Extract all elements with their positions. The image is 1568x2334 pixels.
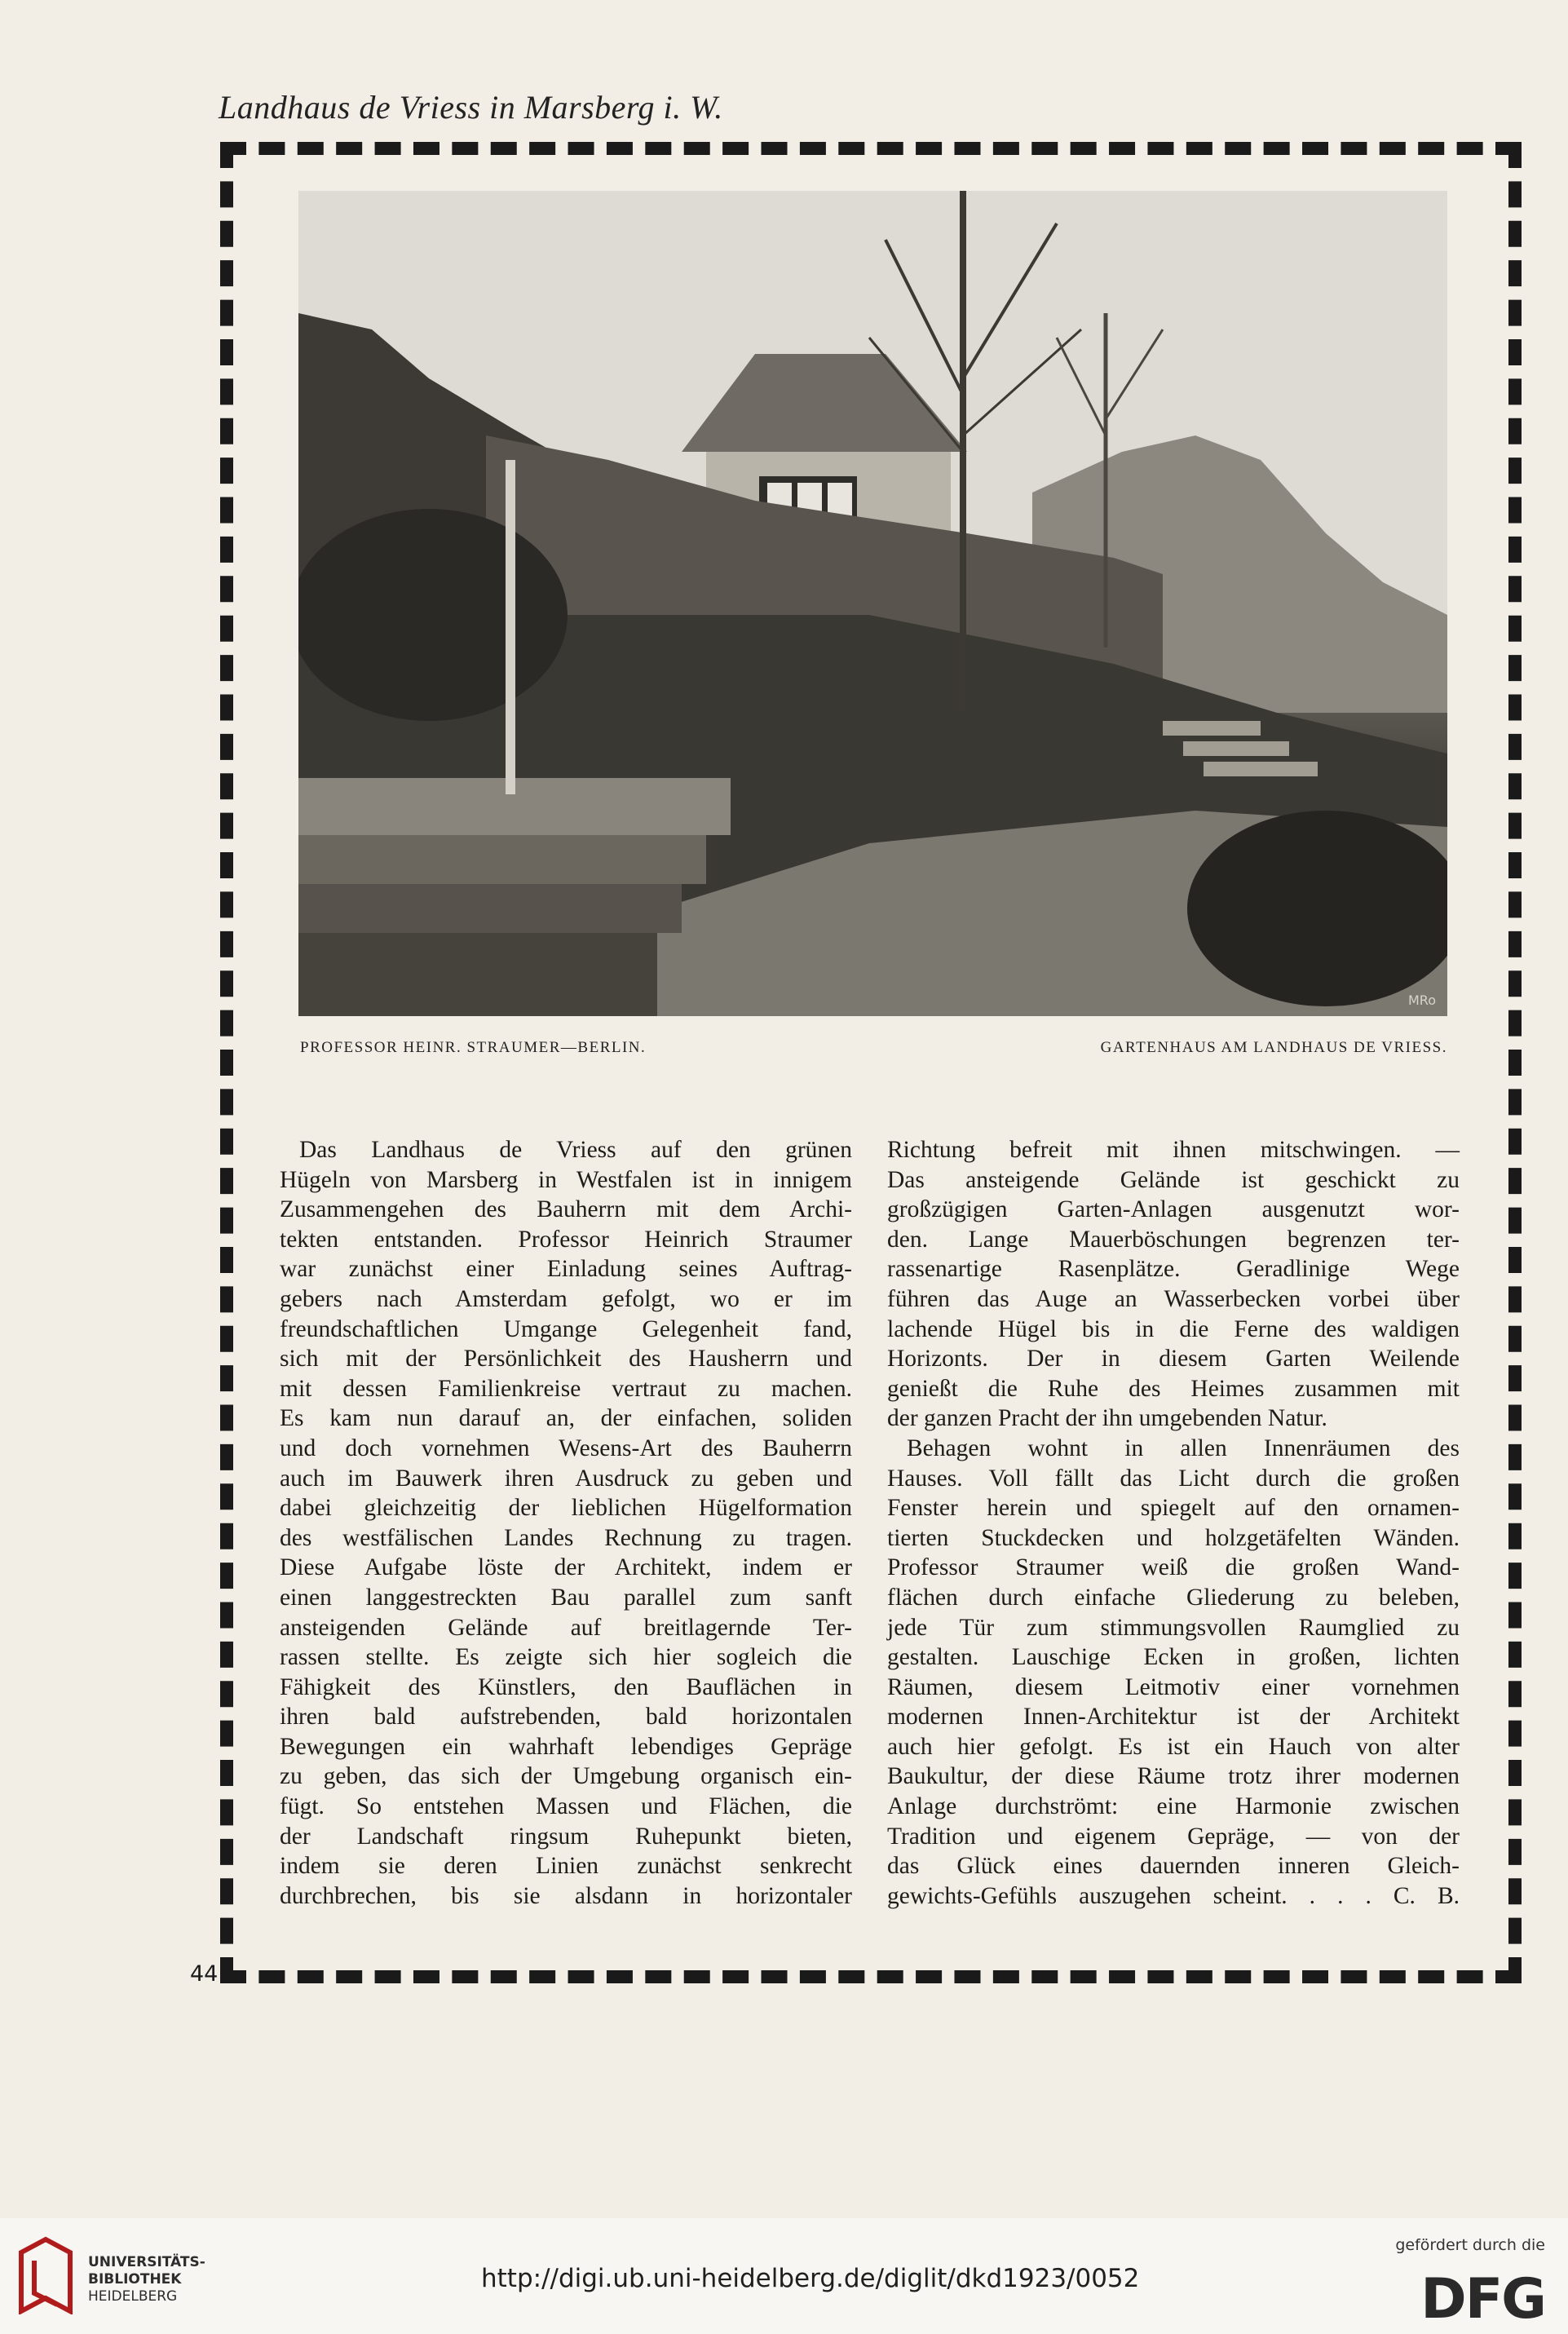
text-line: mit dessen Familienkreise vertraut zu machen. bbox=[280, 1375, 852, 1402]
text-column-right bbox=[887, 1135, 1460, 1911]
text-line: dabei gleichzeitig der lieblichen Hügelformation bbox=[280, 1495, 852, 1522]
text-line: der Landschaft ringsum Ruhepunkt bieten, bbox=[280, 1823, 852, 1850]
text-line: durchbrechen, bis sie alsdann in horizontaler bbox=[280, 1882, 852, 1909]
text-line: Bewegungen ein wahrhaft lebendiges Gepräge bbox=[280, 1733, 852, 1760]
text-line: großzügigen Garten-Anlagen ausgenutzt wor- bbox=[887, 1196, 1460, 1223]
page-number: 44 bbox=[190, 1961, 219, 1987]
text-line: freundschaftlichen Umgange Gelegenheit fand, bbox=[280, 1315, 852, 1342]
text-line: gestalten. Lauschige Ecken in großen, lichten bbox=[887, 1644, 1460, 1671]
text-line: auch im Bauwerk ihren Ausdruck zu geben und bbox=[280, 1465, 852, 1492]
text-line: ihren bald aufstrebenden, bald horizontalen bbox=[280, 1704, 852, 1731]
text-line: Tradition und eigenem Gepräge, — von der bbox=[887, 1823, 1460, 1850]
text-line: Anlage durchströmt: eine Harmonie zwischen bbox=[887, 1793, 1460, 1820]
library-name bbox=[88, 2254, 205, 2305]
text-line: Horizonts. Der in diesem Garten Weilende bbox=[887, 1346, 1460, 1373]
caption-architect: PROFESSOR HEINR. STRAUMER—BERLIN. bbox=[300, 1039, 647, 1056]
text-line: indem sie deren Linien zunächst senkrecht bbox=[280, 1853, 852, 1880]
text-line: Das ansteigende Gelände ist geschickt zu bbox=[887, 1166, 1460, 1193]
text-line: Räumen, diesem Leitmotiv einer vornehmen bbox=[887, 1673, 1460, 1700]
text-line: der ganzen Pracht der ihn umgebenden Natur. bbox=[887, 1405, 1327, 1432]
text-line: Zusammengehen des Bauherrn mit dem Archi- bbox=[280, 1196, 852, 1223]
text-line: modernen Innen-Architektur ist der Architekt bbox=[887, 1704, 1460, 1731]
library-name-line: HEIDELBERG bbox=[88, 2288, 178, 2305]
library-logo-icon bbox=[18, 2236, 73, 2314]
text-line: Fenster herein und spiegelt auf den ornamen- bbox=[887, 1495, 1460, 1522]
text-line: tierten Stuckdecken und holzgetäfelten Wänden. bbox=[887, 1524, 1460, 1551]
text-line: ansteigenden Gelände auf breitlagernde Ter- bbox=[280, 1614, 852, 1641]
text-line: lachende Hügel bis in die Ferne des waldigen bbox=[887, 1315, 1460, 1342]
text-line: den. Lange Mauerböschungen begrenzen ter- bbox=[887, 1226, 1460, 1253]
caption-title: GARTENHAUS AM LANDHAUS DE VRIESS. bbox=[1100, 1039, 1447, 1056]
text-line: genießt die Ruhe des Heimes zusammen mit bbox=[887, 1375, 1460, 1402]
text-line: Das Landhaus de Vriess auf den grünen bbox=[299, 1137, 852, 1163]
text-line: jede Tür zum stimmungsvollen Raumglied zu bbox=[887, 1614, 1460, 1641]
text-column-left bbox=[280, 1135, 852, 1911]
text-line: Fähigkeit des Künstlers, den Bauflächen in bbox=[280, 1673, 852, 1700]
text-line: auch hier gefolgt. Es ist ein Hauch von alter bbox=[887, 1733, 1460, 1760]
text-line: war zunächst einer Einladung seines Auftrag- bbox=[280, 1256, 852, 1283]
text-line: flächen durch einfache Gliederung zu beleben, bbox=[887, 1584, 1460, 1611]
funding-note: gefördert durch die bbox=[1395, 2236, 1545, 2254]
running-title: Landhaus de Vriess in Marsberg i. W. bbox=[219, 89, 723, 126]
photo-scene bbox=[298, 191, 1447, 1016]
permalink-url[interactable]: http://digi.ub.uni-heidelberg.de/diglit/dkd1923/0052 bbox=[481, 2264, 1140, 2293]
text-line: zu geben, das sich der Umgebung organisch ein- bbox=[280, 1763, 852, 1790]
text-line: rassenartige Rasenplätze. Geradlinige Wege bbox=[887, 1256, 1460, 1283]
text-line: führen das Auge an Wasserbecken vorbei über bbox=[887, 1285, 1460, 1312]
text-line: Es kam nun darauf an, der einfachen, soliden bbox=[280, 1405, 852, 1432]
library-name-line: UNIVERSITÄTS- bbox=[88, 2254, 205, 2270]
text-line: des westfälischen Landes Rechnung zu tragen. bbox=[280, 1524, 852, 1551]
garden-house-photo bbox=[298, 191, 1447, 1016]
digitization-footer bbox=[0, 2218, 1568, 2334]
text-line: fügt. So entstehen Massen und Flächen, die bbox=[280, 1793, 852, 1820]
text-line: und doch vornehmen Wesens-Art des Bauherrn bbox=[280, 1434, 852, 1461]
text-line: das Glück eines dauernden inneren Gleich- bbox=[887, 1853, 1460, 1880]
dfg-logo: DFG bbox=[1420, 2267, 1545, 2332]
text-line: Hauses. Voll fällt das Licht durch die großen bbox=[887, 1465, 1460, 1492]
text-line: Professor Straumer weiß die großen Wand- bbox=[887, 1554, 1460, 1581]
text-line: Behagen wohnt in allen Innenräumen des bbox=[907, 1434, 1460, 1461]
text-line: Baukultur, der diese Räume trotz ihrer modernen bbox=[887, 1763, 1460, 1790]
text-line: sich mit der Persönlichkeit des Hausherrn und bbox=[280, 1346, 852, 1373]
text-line: gewichts-Gefühls auszugehen scheint. . . . C. B. bbox=[887, 1882, 1460, 1909]
text-line: tekten entstanden. Professor Heinrich Straumer bbox=[280, 1226, 852, 1253]
text-line: gebers nach Amsterdam gefolgt, wo er im bbox=[280, 1285, 852, 1312]
text-line: Richtung befreit mit ihnen mitschwingen. — bbox=[887, 1137, 1460, 1163]
text-line: Hügeln von Marsberg in Westfalen ist in innigem bbox=[280, 1166, 852, 1193]
text-line: einen langgestreckten Bau parallel zum sanft bbox=[280, 1584, 852, 1611]
text-line: rassen stellte. Es zeigte sich hier sogleich die bbox=[280, 1644, 852, 1671]
library-name-line: BIBLIOTHEK bbox=[88, 2271, 182, 2288]
text-line: Diese Aufgabe löste der Architekt, indem er bbox=[280, 1554, 852, 1581]
photo-monogram: MRo bbox=[1408, 992, 1436, 1008]
